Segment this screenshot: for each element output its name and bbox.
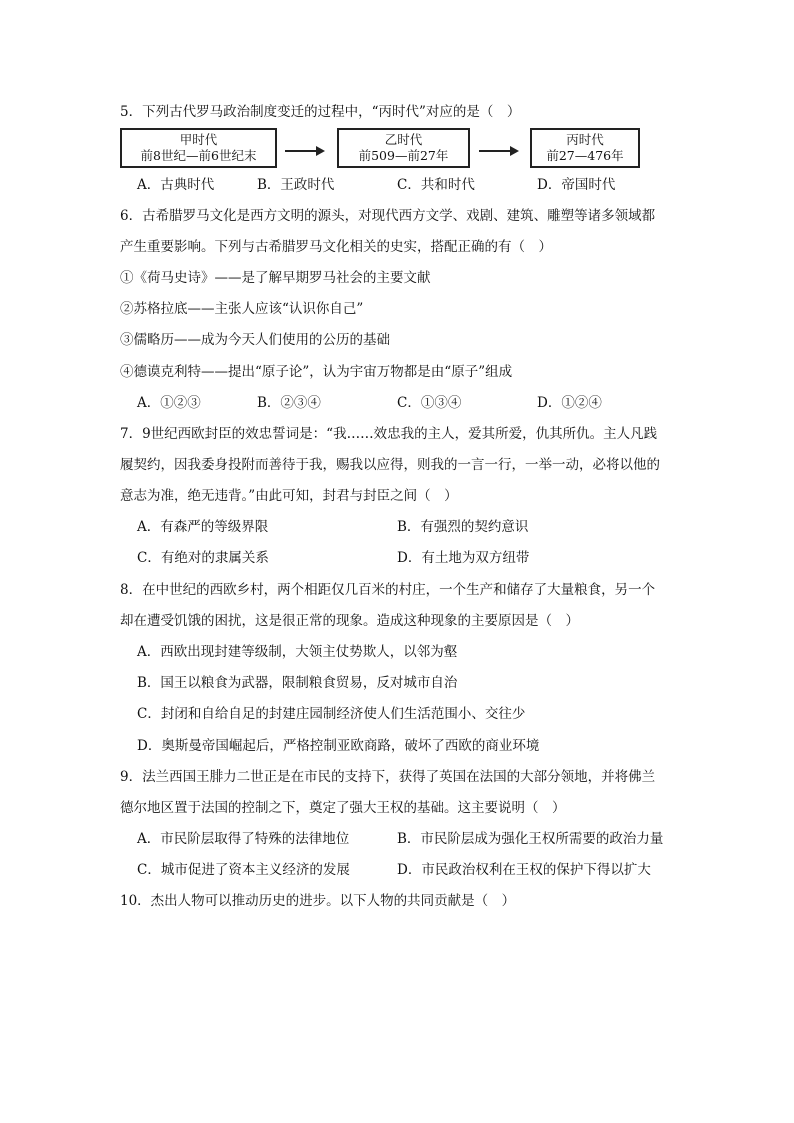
q5-box-jia-name: 甲时代	[179, 132, 218, 147]
q5-box-bing-period: 前27—476年	[546, 148, 624, 163]
q5-box-yi	[337, 128, 470, 168]
q6-item-2: ②苏格拉底——主张人应该“认识你自己”	[120, 301, 364, 317]
q5-box-bing	[530, 128, 640, 168]
q8-option-c[interactable]: C．封闭和自给自足的封建庄园制经济使人们生活范围小、交往少	[137, 706, 526, 722]
q9-option-b[interactable]: B．市民阶层成为强化王权所需要的政治力量	[397, 831, 664, 847]
q5-box-yi-period: 前509—前27年	[358, 148, 449, 163]
q6-stem-line2: 产生重要影响。下列与古希腊罗马文化相关的史实，搭配正确的有（ ）	[120, 239, 552, 255]
q5-box-jia	[120, 128, 277, 168]
q9-option-c[interactable]: C．城市促进了资本主义经济的发展	[137, 862, 350, 878]
q6-option-a[interactable]: A．①②③	[137, 395, 201, 411]
q9-stem-line1: 9．法兰西国王腓力二世正是在市民的支持下，获得了英国在法国的大部分领地，并将佛兰	[120, 769, 656, 785]
arrow-right-icon	[285, 144, 325, 158]
q8-option-a[interactable]: A．西欧出现封建等级制，大领主仗势欺人，以邻为壑	[137, 644, 458, 660]
q5-option-c[interactable]: C．共和时代	[397, 177, 475, 193]
q7-option-c[interactable]: C．有绝对的隶属关系	[137, 550, 269, 566]
arrow-right-icon	[479, 144, 519, 158]
q5-option-d[interactable]: D．帝国时代	[537, 177, 616, 193]
q6-item-3: ③儒略历——成为今天人们使用的公历的基础	[120, 332, 390, 348]
q6-item-4: ④德谟克利特——提出“原子论”，认为宇宙万物都是由“原子”组成	[120, 364, 513, 380]
q5-option-b[interactable]: B．王政时代	[257, 177, 335, 193]
q9-option-d[interactable]: D．市民政治权利在王权的保护下得以扩大	[397, 862, 651, 878]
q8-option-b[interactable]: B．国王以粮食为武器，限制粮食贸易，反对城市自治	[137, 675, 458, 691]
q6-item-1: ①《荷马史诗》——是了解早期罗马社会的主要文献	[120, 270, 431, 286]
q8-stem-line1: 8．在中世纪的西欧乡村，两个相距仅几百米的村庄，一个生产和储存了大量粮食，另一个	[120, 582, 656, 598]
q5-stem: 5．下列古代罗马政治制度变迁的过程中，“丙时代”对应的是（ ）	[120, 104, 521, 120]
q8-option-d[interactable]: D．奥斯曼帝国崛起后，严格控制亚欧商路，破坏了西欧的商业环境	[137, 738, 540, 754]
q5-box-bing-name: 丙时代	[566, 132, 604, 147]
q7-stem-line1: 7．9世纪西欧封臣的效忠誓词是：“我……效忠我的主人，爱其所爱，仇其所仇。主人凡践	[120, 426, 658, 442]
q7-option-d[interactable]: D．有土地为双方纽带	[397, 550, 530, 566]
q8-stem-line2: 却在遭受饥饿的困扰，这是很正常的现象。造成这种现象的主要原因是（ ）	[120, 613, 579, 629]
q10-stem: 10．杰出人物可以推动历史的进步。以下人物的共同贡献是（ ）	[120, 893, 516, 909]
q9-stem-line2: 德尔地区置于法国的控制之下，奠定了强大王权的基础。这主要说明（ ）	[120, 800, 566, 816]
q7-option-b[interactable]: B．有强烈的契约意识	[397, 519, 529, 535]
q6-option-b[interactable]: B．②③④	[257, 395, 321, 411]
q6-option-d[interactable]: D．①②④	[537, 395, 602, 411]
q5-box-yi-name: 乙时代	[384, 132, 423, 147]
q9-option-a[interactable]: A．市民阶层取得了特殊的法律地位	[137, 831, 350, 847]
q5-box-jia-period: 前8世纪—前6世纪末	[140, 148, 257, 163]
q6-option-c[interactable]: C．①③④	[397, 395, 462, 411]
q7-stem-line3: 意志为准，绝无违背。”由此可知，封君与封臣之间（ ）	[120, 488, 458, 504]
q7-stem-line2: 履契约，因我委身投附而善待于我，赐我以应得，则我的一言一行，一举一动，必将以他的	[120, 457, 660, 473]
q6-stem-line1: 6．古希腊罗马文化是西方文明的源头，对现代西方文学、戏剧、建筑、雕塑等诸多领域都	[120, 208, 656, 224]
q5-option-a[interactable]: A．古典时代	[137, 177, 215, 193]
q7-option-a[interactable]: A．有森严的等级界限	[137, 519, 269, 535]
